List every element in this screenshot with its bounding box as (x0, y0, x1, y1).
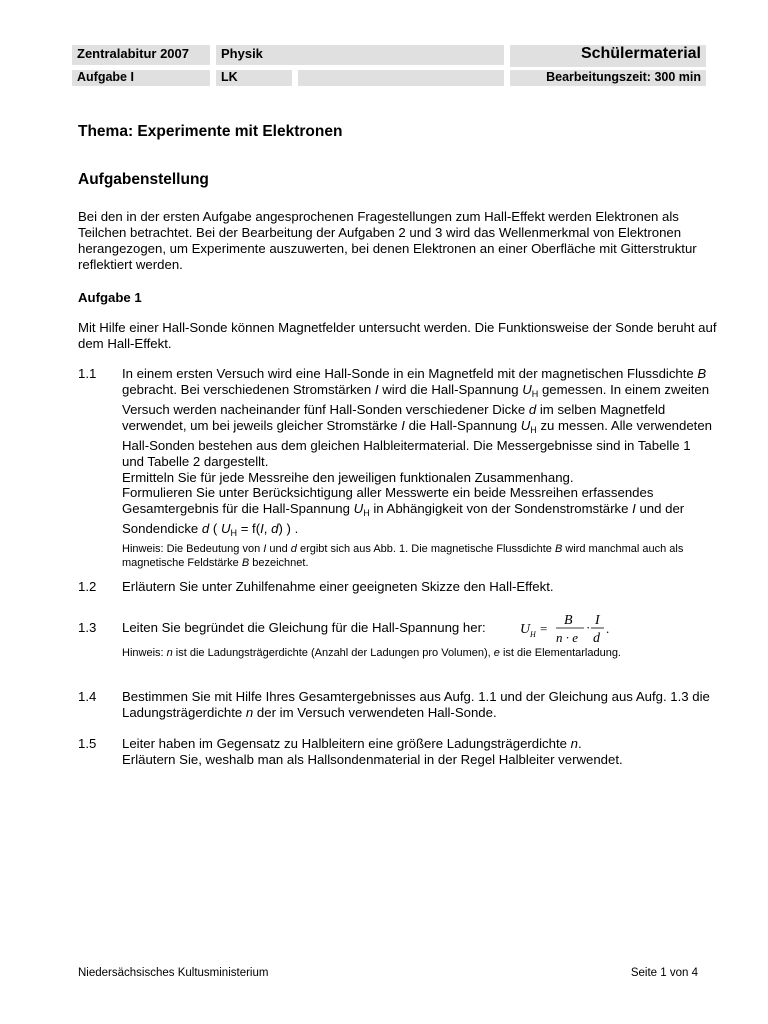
header-task: Aufgabe I (77, 70, 134, 84)
item-1-3-hint: Hinweis: n ist die Ladungsträgerdichte (Anzahl der Ladungen pro Volumen), e ist die Elementarladung. (122, 646, 621, 659)
header-subject-cell (216, 45, 504, 65)
section-title: Aufgabenstellung (78, 171, 209, 188)
item-number: 1.3 (78, 620, 97, 635)
header-material-cell (510, 45, 706, 67)
task1-intro: Mit Hilfe einer Hall-Sonde können Magnetfelder untersucht werden. Die Funktionsweise der Sonde beruht auf dem Hall-Effekt. (78, 320, 717, 351)
hall-voltage-formula (520, 612, 630, 646)
item-body: Erläutern Sie unter Zuhilfenahme einer geeigneten Skizze den Hall-Effekt. (122, 579, 554, 594)
item-body (122, 366, 712, 570)
item-1-1-hint: Hinweis: Die Bedeutung von I und d ergibt sich aus Abb. 1. Die magnetische Flussdichte B wird manchmal auch als magnetische Feldstärke B bezeichnet. (122, 542, 684, 569)
item-1-1-text: In einem ersten Versuch wird eine Hall-Sonde in ein Magnetfeld mit der magnetischen Flussdichte B gebracht. Bei verschiedenen Stromstärken I wird die Hall-Spannung $U_H$ gemessen. In einem zweiten Versuch werden nacheinander fünf Hall-Sonden verschiedener Dicke d im selben Magnetfeld verwendet, um bei jeweils gleicher Stromstärke I die Hall-Spannung $U_H$ zu messen. Alle verwendeten Hall-Sonden bestehen aus dem gleichen Halbleitermaterial. Die Messergebnisse sind in Tabelle 1 und Tabelle 2 dargestellt. (122, 366, 712, 469)
item-number: 1.1 (78, 366, 97, 381)
page-title: Thema: Experimente mit Elektronen (78, 123, 343, 140)
item-1-5-instruction: Erläutern Sie, weshalb man als Hallsondenmaterial in der Regel Halbleiter verwendet. (122, 751, 623, 767)
footer-page-number: Seite 1 von 4 (630, 967, 698, 979)
header-time: Bearbeitungszeit: 300 min (546, 70, 701, 84)
intro-paragraph: Bei den in der ersten Aufgabe angesprochenen Fragestellungen zum Hall-Effekt werden Elektronen als Teilchen betrachtet. Bei der Bearbeitung der Aufgaben 2 und 3 wird das Wellenmerkmal von Elektronen herangezogen, um Experimente auszuwerten, bei denen Elektronen an einer Oberfläche mit Gitterstruktur reflektiert werden. (78, 209, 697, 272)
footer-publisher: Niedersächsisches Kultusministerium (78, 967, 269, 979)
formula-lhs: U (520, 622, 531, 637)
formula-eq: = (540, 621, 548, 636)
item-1-1-instruction: Ermitteln Sie für jede Messreihe den jeweiligen funktionalen Zusammenhang. (122, 469, 574, 485)
header-course-cell (216, 70, 292, 86)
header-time-cell (510, 70, 706, 86)
formula-num1: B (564, 613, 573, 628)
header-task-cell (72, 70, 210, 86)
item-number: 1.2 (78, 579, 97, 594)
formula-den1: n · e (556, 630, 579, 645)
item-body (122, 736, 712, 767)
item-number: 1.5 (78, 736, 97, 751)
item-1-5-text: Leiter haben im Gegensatz zu Halbleitern eine größere Ladungsträgerdichte n. (122, 736, 582, 751)
formula-end: . (606, 621, 610, 636)
item-number: 1.4 (78, 689, 97, 704)
header-empty-cell (298, 70, 504, 86)
formula-num2: I (595, 613, 600, 628)
header-exam: Zentralabitur 2007 (77, 46, 189, 61)
item-body: Bestimmen Sie mit Hilfe Ihres Gesamtergebnisses aus Aufg. 1.1 und der Gleichung aus Aufg. 1.3 die Ladungsträgerdichte n der im Versuch verwendeten Hall-Sonde. (122, 689, 710, 720)
formula-dot: · (586, 620, 591, 635)
formula-den2: d (593, 631, 600, 646)
header-subject: Physik (221, 46, 263, 61)
header-course: LK (221, 70, 238, 84)
item-1-3-text: Leiten Sie begründet die Gleichung für die Hall-Spannung her: (122, 620, 486, 635)
header-exam-cell (72, 45, 210, 65)
task1-title: Aufgabe 1 (78, 290, 142, 305)
header-material: Schülermaterial (580, 45, 701, 62)
item-1-1-formulate: Formulieren Sie unter Berücksichtigung aller Messwerte ein beide Messreihen erfassendes Gesamtergebnis für die Hall-Spannung $U_H$ in Abhängigkeit von der Sondenstromstärke I und der Sondendicke d ( $U_H = f(I$, d) ) . (122, 485, 685, 539)
formula-sub: H (530, 630, 536, 639)
